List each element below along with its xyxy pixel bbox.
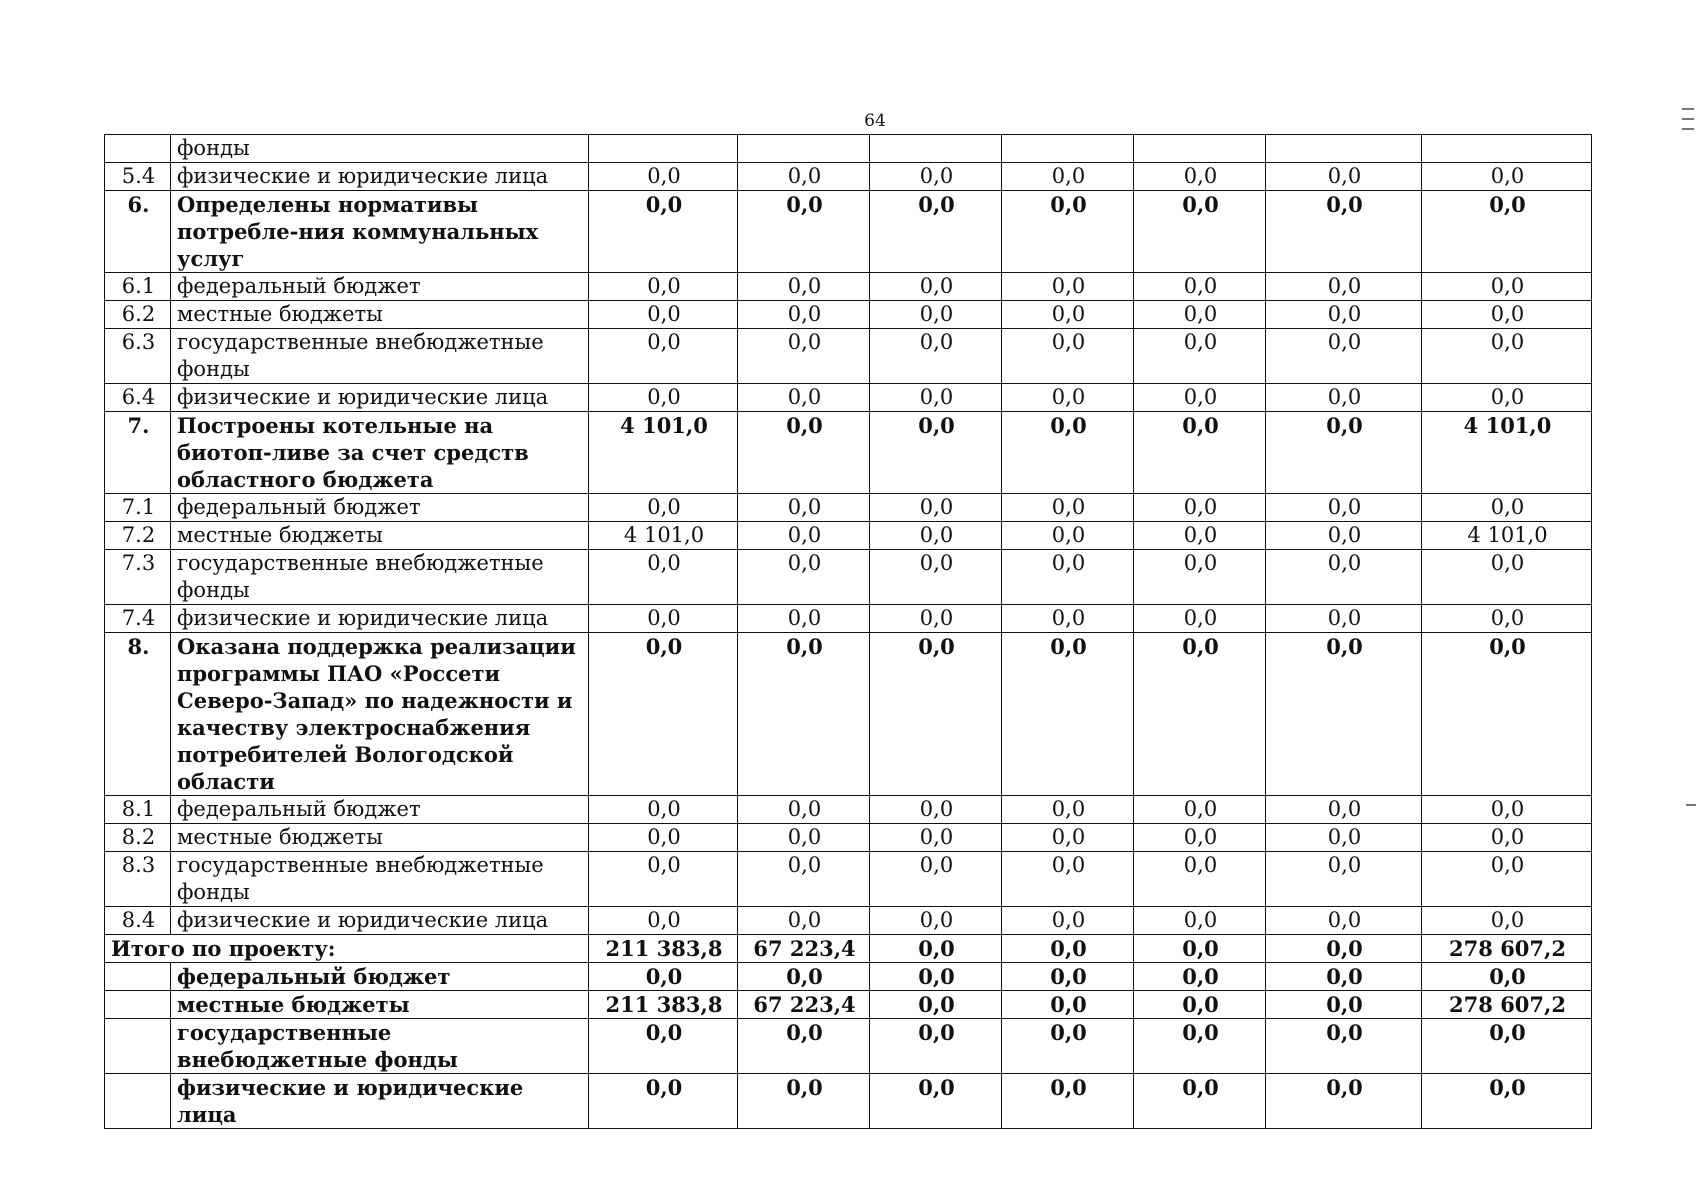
value-cell: 211 383,8 <box>589 991 738 1019</box>
value-cell <box>1422 135 1592 163</box>
total-value-cell: 0,0 <box>1002 935 1134 963</box>
value-cell: 0,0 <box>1134 852 1266 907</box>
value-cell: 0,0 <box>738 494 870 522</box>
value-cell: 0,0 <box>1134 412 1266 494</box>
value-cell: 0,0 <box>1422 852 1592 907</box>
value-cell: 0,0 <box>1002 1019 1134 1074</box>
total-row <box>105 935 1592 963</box>
total-value-cell: 0,0 <box>1266 935 1422 963</box>
row-label: государственные внебюджетные фонды <box>171 1019 589 1074</box>
scan-edge-mark <box>1686 804 1696 806</box>
value-cell: 0,0 <box>1422 1019 1592 1074</box>
value-cell: 0,0 <box>1422 329 1592 384</box>
row-label: федеральный бюджет <box>171 796 589 824</box>
value-cell: 0,0 <box>1422 1074 1592 1129</box>
value-cell: 0,0 <box>738 824 870 852</box>
total-breakdown-row <box>105 963 1592 991</box>
value-cell: 0,0 <box>1134 605 1266 633</box>
row-number: 6.2 <box>105 301 171 329</box>
value-cell: 0,0 <box>1002 191 1134 273</box>
table-row <box>105 550 1592 605</box>
table-row <box>105 852 1592 907</box>
value-cell: 0,0 <box>738 1019 870 1074</box>
row-number: 6.4 <box>105 384 171 412</box>
value-cell: 0,0 <box>1266 191 1422 273</box>
value-cell: 0,0 <box>589 824 738 852</box>
value-cell: 0,0 <box>870 522 1002 550</box>
value-cell: 0,0 <box>1134 273 1266 301</box>
value-cell: 0,0 <box>1134 963 1266 991</box>
page-number: 64 <box>864 111 886 131</box>
row-label: государственные внебюджетные фонды <box>171 329 589 384</box>
row-number <box>105 135 171 163</box>
row-number: 7.3 <box>105 550 171 605</box>
value-cell: 0,0 <box>1002 907 1134 935</box>
value-cell: 0,0 <box>1002 301 1134 329</box>
value-cell: 0,0 <box>870 384 1002 412</box>
value-cell: 0,0 <box>1002 550 1134 605</box>
empty-number-cell <box>105 1074 171 1129</box>
value-cell: 0,0 <box>738 163 870 191</box>
value-cell: 278 607,2 <box>1422 991 1592 1019</box>
value-cell: 0,0 <box>738 796 870 824</box>
value-cell <box>1266 135 1422 163</box>
value-cell: 0,0 <box>1266 301 1422 329</box>
value-cell: 0,0 <box>1266 550 1422 605</box>
value-cell: 0,0 <box>738 384 870 412</box>
value-cell: 0,0 <box>870 273 1002 301</box>
table-row <box>105 135 1592 163</box>
table-row <box>105 796 1592 824</box>
value-cell: 0,0 <box>870 163 1002 191</box>
row-label: местные бюджеты <box>171 824 589 852</box>
table-row <box>105 273 1592 301</box>
row-number: 8.2 <box>105 824 171 852</box>
budget-table <box>104 134 1592 1129</box>
value-cell: 0,0 <box>1422 633 1592 796</box>
row-number: 8.4 <box>105 907 171 935</box>
value-cell: 0,0 <box>589 963 738 991</box>
value-cell: 0,0 <box>1266 633 1422 796</box>
value-cell: 4 101,0 <box>589 522 738 550</box>
value-cell: 0,0 <box>589 852 738 907</box>
value-cell: 0,0 <box>1266 1074 1422 1129</box>
value-cell: 0,0 <box>1266 907 1422 935</box>
value-cell: 0,0 <box>1002 824 1134 852</box>
value-cell: 0,0 <box>738 412 870 494</box>
value-cell: 0,0 <box>1002 796 1134 824</box>
value-cell: 0,0 <box>1422 907 1592 935</box>
value-cell: 0,0 <box>870 1074 1002 1129</box>
scan-edge-mark <box>1682 128 1694 130</box>
total-value-cell: 67 223,4 <box>738 935 870 963</box>
row-number: 6. <box>105 191 171 273</box>
row-number: 6.3 <box>105 329 171 384</box>
value-cell: 0,0 <box>1002 991 1134 1019</box>
value-cell: 0,0 <box>1134 550 1266 605</box>
table-row <box>105 633 1592 796</box>
value-cell: 0,0 <box>870 329 1002 384</box>
value-cell: 0,0 <box>1134 384 1266 412</box>
value-cell: 4 101,0 <box>1422 522 1592 550</box>
value-cell: 0,0 <box>1266 522 1422 550</box>
table-row <box>105 494 1592 522</box>
value-cell: 0,0 <box>1422 824 1592 852</box>
value-cell: 0,0 <box>1134 824 1266 852</box>
value-cell: 0,0 <box>1266 384 1422 412</box>
value-cell <box>1002 135 1134 163</box>
row-label: физические и юридические лица <box>171 1074 589 1129</box>
value-cell: 0,0 <box>870 824 1002 852</box>
value-cell: 0,0 <box>1002 384 1134 412</box>
value-cell: 0,0 <box>738 1074 870 1129</box>
row-label: Определены нормативы потребле-ния коммунальных услуг <box>171 191 589 273</box>
table-row <box>105 824 1592 852</box>
empty-number-cell <box>105 963 171 991</box>
value-cell: 0,0 <box>1134 522 1266 550</box>
value-cell: 0,0 <box>1422 796 1592 824</box>
value-cell: 0,0 <box>1134 191 1266 273</box>
value-cell: 0,0 <box>870 633 1002 796</box>
total-value-cell: 0,0 <box>1134 935 1266 963</box>
value-cell: 0,0 <box>1002 963 1134 991</box>
table-row <box>105 605 1592 633</box>
row-label: физические и юридические лица <box>171 384 589 412</box>
row-label: государственные внебюджетные фонды <box>171 550 589 605</box>
row-number: 8.3 <box>105 852 171 907</box>
value-cell: 0,0 <box>589 163 738 191</box>
value-cell: 0,0 <box>1002 412 1134 494</box>
value-cell: 0,0 <box>1422 273 1592 301</box>
value-cell: 0,0 <box>1422 963 1592 991</box>
value-cell: 0,0 <box>1422 494 1592 522</box>
value-cell: 0,0 <box>1266 991 1422 1019</box>
value-cell: 0,0 <box>589 273 738 301</box>
value-cell: 0,0 <box>1134 633 1266 796</box>
value-cell: 0,0 <box>1266 329 1422 384</box>
scan-edge-mark <box>1682 108 1694 110</box>
row-label: физические и юридические лица <box>171 907 589 935</box>
value-cell: 0,0 <box>870 605 1002 633</box>
value-cell: 0,0 <box>589 191 738 273</box>
value-cell: 0,0 <box>589 550 738 605</box>
value-cell: 0,0 <box>1266 273 1422 301</box>
value-cell: 0,0 <box>589 384 738 412</box>
row-label: государственные внебюджетные фонды <box>171 852 589 907</box>
value-cell: 0,0 <box>738 191 870 273</box>
value-cell: 0,0 <box>738 522 870 550</box>
value-cell: 0,0 <box>1134 796 1266 824</box>
value-cell: 0,0 <box>1002 605 1134 633</box>
value-cell: 0,0 <box>1002 633 1134 796</box>
row-label: федеральный бюджет <box>171 963 589 991</box>
total-value-cell: 0,0 <box>870 935 1002 963</box>
value-cell: 0,0 <box>870 963 1002 991</box>
value-cell: 0,0 <box>1422 191 1592 273</box>
value-cell: 4 101,0 <box>589 412 738 494</box>
value-cell: 0,0 <box>1134 163 1266 191</box>
value-cell: 0,0 <box>1266 605 1422 633</box>
total-value-cell: 211 383,8 <box>589 935 738 963</box>
table-row <box>105 163 1592 191</box>
value-cell: 0,0 <box>870 796 1002 824</box>
row-label: местные бюджеты <box>171 301 589 329</box>
value-cell: 0,0 <box>1266 412 1422 494</box>
total-breakdown-row <box>105 991 1592 1019</box>
value-cell: 0,0 <box>738 852 870 907</box>
value-cell: 0,0 <box>1134 907 1266 935</box>
row-number: 7. <box>105 412 171 494</box>
value-cell <box>738 135 870 163</box>
value-cell: 0,0 <box>1134 1074 1266 1129</box>
row-label: федеральный бюджет <box>171 494 589 522</box>
row-label: местные бюджеты <box>171 522 589 550</box>
row-label: Построены котельные на биотоп-ливе за счет средств областного бюджета <box>171 412 589 494</box>
value-cell: 0,0 <box>870 301 1002 329</box>
value-cell: 0,0 <box>1134 991 1266 1019</box>
value-cell: 0,0 <box>589 301 738 329</box>
value-cell: 0,0 <box>738 273 870 301</box>
value-cell: 0,0 <box>1266 824 1422 852</box>
value-cell: 0,0 <box>1002 163 1134 191</box>
value-cell: 0,0 <box>870 991 1002 1019</box>
value-cell: 0,0 <box>589 1019 738 1074</box>
table-row <box>105 301 1592 329</box>
table-row <box>105 907 1592 935</box>
value-cell: 67 223,4 <box>738 991 870 1019</box>
value-cell: 0,0 <box>1266 963 1422 991</box>
value-cell: 0,0 <box>870 494 1002 522</box>
row-label: федеральный бюджет <box>171 273 589 301</box>
row-number: 7.2 <box>105 522 171 550</box>
value-cell: 0,0 <box>1266 1019 1422 1074</box>
value-cell: 0,0 <box>870 1019 1002 1074</box>
value-cell: 0,0 <box>1422 163 1592 191</box>
value-cell: 0,0 <box>1266 494 1422 522</box>
table-row <box>105 522 1592 550</box>
value-cell: 0,0 <box>738 907 870 935</box>
value-cell: 0,0 <box>589 1074 738 1129</box>
value-cell: 0,0 <box>1266 852 1422 907</box>
value-cell: 0,0 <box>1002 1074 1134 1129</box>
value-cell: 0,0 <box>1422 301 1592 329</box>
row-label: Оказана поддержка реализации программы ПАО «Россети Северо-Запад» по надежности и качеству электроснабжения потребителей Вологодской области <box>171 633 589 796</box>
row-number: 7.1 <box>105 494 171 522</box>
value-cell: 0,0 <box>589 605 738 633</box>
value-cell: 0,0 <box>870 550 1002 605</box>
row-label: местные бюджеты <box>171 991 589 1019</box>
value-cell: 0,0 <box>1002 494 1134 522</box>
value-cell: 0,0 <box>738 605 870 633</box>
row-number: 8. <box>105 633 171 796</box>
total-breakdown-row <box>105 1019 1592 1074</box>
value-cell: 0,0 <box>738 633 870 796</box>
value-cell: 0,0 <box>1002 273 1134 301</box>
value-cell: 0,0 <box>738 550 870 605</box>
value-cell: 0,0 <box>870 191 1002 273</box>
value-cell: 0,0 <box>870 907 1002 935</box>
table-body <box>105 135 1592 1129</box>
value-cell <box>870 135 1002 163</box>
value-cell: 0,0 <box>738 301 870 329</box>
empty-number-cell <box>105 991 171 1019</box>
row-number: 7.4 <box>105 605 171 633</box>
value-cell: 0,0 <box>870 852 1002 907</box>
row-number: 5.4 <box>105 163 171 191</box>
value-cell: 0,0 <box>589 907 738 935</box>
value-cell: 0,0 <box>589 796 738 824</box>
table-row <box>105 384 1592 412</box>
value-cell: 4 101,0 <box>1422 412 1592 494</box>
row-label: физические и юридические лица <box>171 605 589 633</box>
value-cell: 0,0 <box>1266 163 1422 191</box>
value-cell: 0,0 <box>1002 329 1134 384</box>
row-label: физические и юридические лица <box>171 163 589 191</box>
value-cell: 0,0 <box>738 963 870 991</box>
total-breakdown-row <box>105 1074 1592 1129</box>
value-cell: 0,0 <box>1002 522 1134 550</box>
value-cell: 0,0 <box>1422 605 1592 633</box>
value-cell: 0,0 <box>738 329 870 384</box>
value-cell: 0,0 <box>589 633 738 796</box>
value-cell: 0,0 <box>1134 1019 1266 1074</box>
scan-edge-mark <box>1682 118 1694 120</box>
value-cell: 0,0 <box>1134 494 1266 522</box>
table-row <box>105 191 1592 273</box>
row-label: фонды <box>171 135 589 163</box>
row-number: 6.1 <box>105 273 171 301</box>
total-value-cell: 278 607,2 <box>1422 935 1592 963</box>
table-row <box>105 412 1592 494</box>
value-cell: 0,0 <box>1422 384 1592 412</box>
row-number: 8.1 <box>105 796 171 824</box>
value-cell: 0,0 <box>1422 550 1592 605</box>
table-row <box>105 329 1592 384</box>
value-cell <box>1134 135 1266 163</box>
value-cell <box>589 135 738 163</box>
value-cell: 0,0 <box>1134 301 1266 329</box>
value-cell: 0,0 <box>1134 329 1266 384</box>
value-cell: 0,0 <box>589 494 738 522</box>
total-label: Итого по проекту: <box>105 935 589 963</box>
empty-number-cell <box>105 1019 171 1074</box>
value-cell: 0,0 <box>1266 796 1422 824</box>
value-cell: 0,0 <box>870 412 1002 494</box>
value-cell: 0,0 <box>1002 852 1134 907</box>
value-cell: 0,0 <box>589 329 738 384</box>
